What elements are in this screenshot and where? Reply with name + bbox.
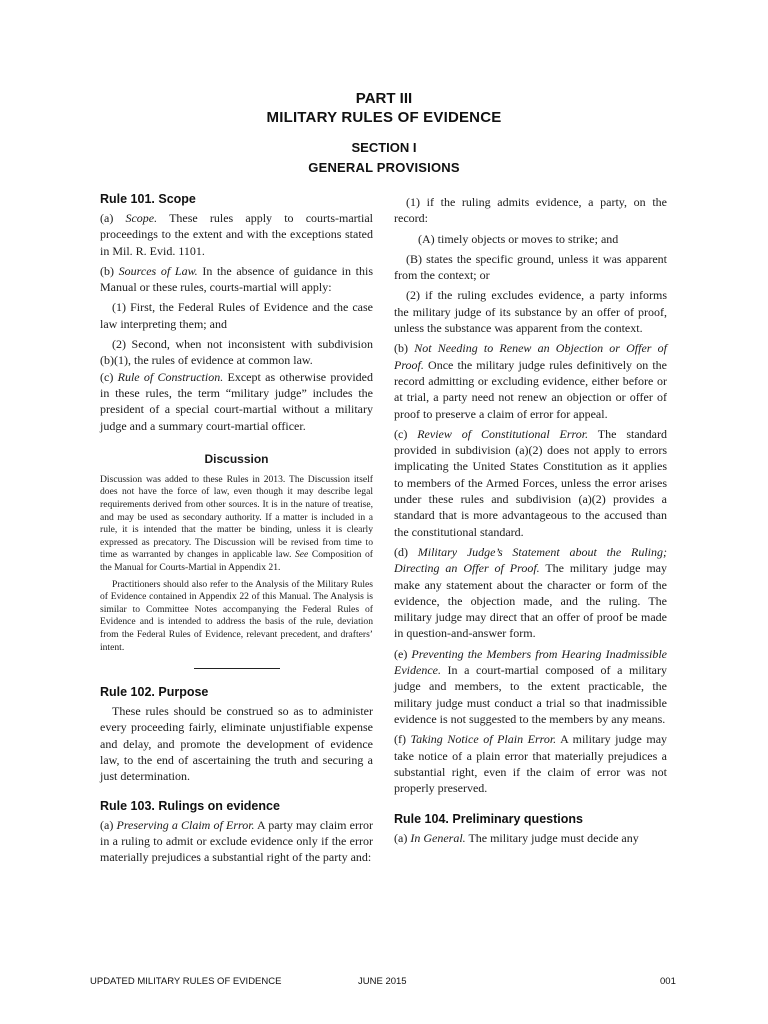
rule-101-heading: Rule 101. Scope xyxy=(100,192,196,206)
section-title: GENERAL PROVISIONS xyxy=(308,160,460,175)
part-label: PART III xyxy=(355,90,413,107)
left-column xyxy=(100,190,373,866)
rule-103-heading: Rule 103. Rulings on evidence xyxy=(100,798,280,813)
rule-104-a: (a) In General. The military judge must decide any xyxy=(394,831,639,846)
page-number: 001 xyxy=(660,976,676,987)
rule-101-c: (c) Rule of Construction. Except as otherwise provided in these rules, the term “military judge” includes the president of a special court-martial without a military judge and a summary court-martial officer. xyxy=(100,369,374,433)
rule-103-a1: (1) if the ruling admits evidence, a party, on the record: xyxy=(394,195,667,226)
discussion-paragraph-1: Discussion was added to these Rules in 2013. The Discussion itself does not have the force of law, even though it may describe legal requirements derived from other sources. It is in the nature of treatise, and may be used as secondary authority. If a matter is included in a rule, it is intended that the matter be binding, unless it is clearly expressed as precatory. The Discussion will be revised from time to time as warranted by changes in applicable law. See Composition of the Manual for Courts-Martial in Appendix 21. xyxy=(100,473,374,574)
rule-103-a: (a) Preserving a Claim of Error. A party may claim error in a ruling to admit or exclude evidence only if the error materially prejudices a substantial right of the party and: xyxy=(100,817,373,865)
rule-103-e: (e) Preventing the Members from Hearing Inadmissible Evidence. In a court-martial composed of a military judge and members, to the extent practicable, the military judge must conduct a trial so that inadmissible evidence is not suggested to the members by any means. xyxy=(394,646,667,726)
discussion-paragraph-2: Practitioners should also refer to the Analysis of the Military Rules of Evidence contained in Appendix 22 of this Manual. The Analysis is similar to Committee Notes accompanying the Federal Rules of Evidence and is intended to address the basis of the rule, deviation from the Federal Rules of Evidence, relevant precedent, and drafters’ intent. xyxy=(100,578,373,653)
rule-103-d: (d) Military Judge’s Statement about the Ruling; Directing an Offer of Proof. The military judge may make any statement about the character or form of the evidence, the objection made, and the ruling. The military judge may direct that an offer of proof be made in question-and-answer form. xyxy=(394,544,667,641)
rule-101-b1: (1) First, the Federal Rules of Evidence and the case law interpreting them; and xyxy=(100,300,373,331)
rule-101-a: (a) Scope. These rules apply to courts-martial proceedings to the extent and with the exceptions stated in Mil. R. Evid. 1101. xyxy=(100,211,373,258)
rule-102-text: These rules should be construed so as to administer every proceeding fairly, eliminate unjustifiable expense and delay, and promote the development of evidence law, to the end of ascertaining the truth and securing a just determination. xyxy=(100,704,373,784)
right-column xyxy=(394,190,667,847)
rule-104-heading: Rule 104. Preliminary questions xyxy=(394,812,583,827)
rule-103-a2: (2) if the ruling excludes evidence, a party informs the military judge of its substance by an offer of proof, unless the substance was apparent from the context. xyxy=(394,288,667,336)
discussion-heading: Discussion xyxy=(204,451,269,466)
rule-103-a1a: (A) timely objects or moves to strike; and xyxy=(418,231,619,246)
footer-date: JUNE 2015 xyxy=(358,976,407,987)
rule-103-a1b: (B) states the specific ground, unless it was apparent from the context; or xyxy=(394,251,667,283)
rule-101-b2: (2) Second, when not inconsistent with subdivision (b)(1), the rules of evidence at common law. xyxy=(100,337,373,368)
footer-title: UPDATED MILITARY RULES OF EVIDENCE xyxy=(90,976,282,987)
rule-103-f: (f) Taking Notice of Plain Error. A military judge may take notice of a plain error that materially prejudices a substantial right, even if the claim of error was not properly preserved. xyxy=(394,732,668,796)
rule-101-b: (b) Sources of Law. In the absence of guidance in this Manual or these rules, courts-martial will apply: xyxy=(100,263,373,295)
rule-103-b: (b) Not Needing to Renew an Objection or Offer of Proof. Once the military judge rules definitively on the record admitting or excluding evidence, either before or at trial, a party need not renew an objection or offer of proof to preserve a claim of error for appeal. xyxy=(394,341,667,421)
rule-103-c: (c) Review of Constitutional Error. The standard provided in subdivision (a)(2) does not apply to errors implicating the United States Constitution as it applies to members of the Armed Forces, unless the error arises under these rules and subdivision (a)(2) provides a standard that is more advantageous to the accused than the constitutional standard. xyxy=(394,426,667,539)
section-label: SECTION I xyxy=(351,140,417,155)
part-title: MILITARY RULES OF EVIDENCE xyxy=(266,109,502,126)
section-divider xyxy=(194,668,280,669)
rule-102-heading: Rule 102. Purpose xyxy=(100,685,209,700)
